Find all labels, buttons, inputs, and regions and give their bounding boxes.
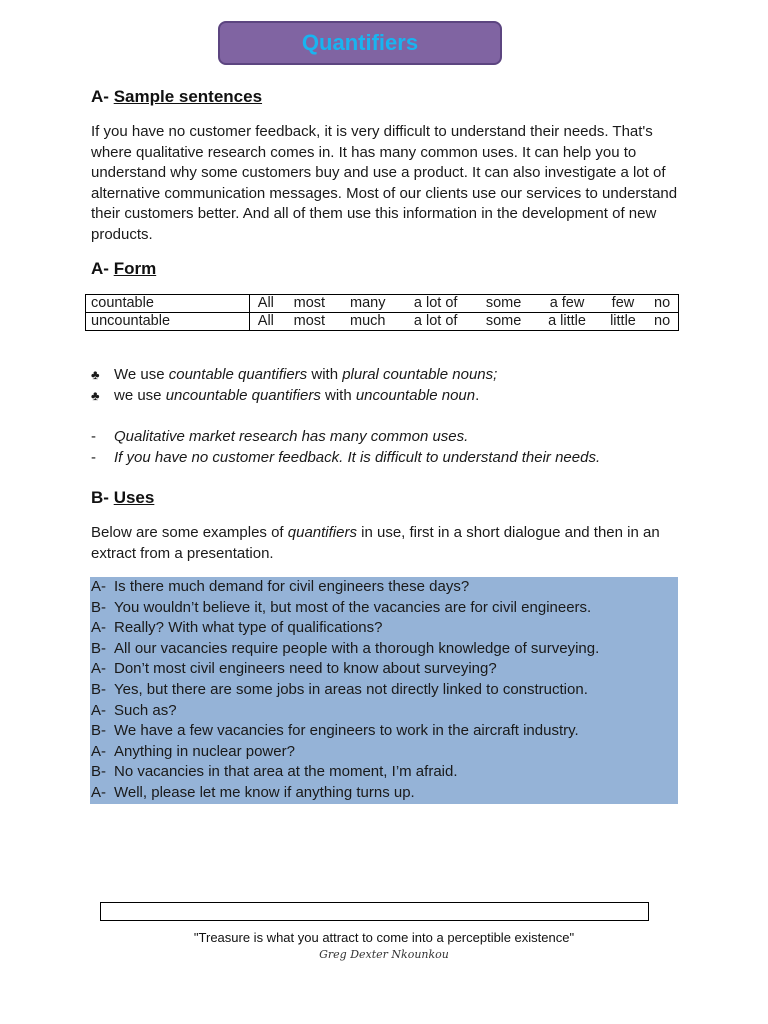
dialogue-text: We have a few vacancies for engineers to work in the aircraft industry. — [114, 722, 579, 740]
dialogue-text: Don’t most civil engineers need to know about surveying? — [114, 660, 497, 678]
dialogue-text: You wouldn’t believe it, but most of the vacancies are for civil engineers. — [114, 598, 592, 616]
dialogue-text: Is there much demand for civil engineers these days? — [114, 578, 470, 595]
list-item — [91, 426, 600, 447]
quantifier-form-table — [85, 294, 679, 331]
speaker-label: B- — [91, 722, 106, 740]
dialogue-line — [90, 680, 678, 701]
speaker-label: A- — [91, 701, 106, 719]
speaker-label: A- — [91, 619, 106, 637]
dialogue-text: Yes, but there are some jobs in areas not directly linked to construction. — [114, 680, 588, 698]
uses-paragraph: Below are some examples of quantifiers in use, first in a short dialogue and then in an extract from a presentation. — [91, 524, 660, 562]
rule-text: we use uncountable quantifiers with uncountable noun. — [114, 387, 480, 404]
dialogue-line — [90, 721, 678, 742]
table-cell: no — [646, 295, 678, 313]
club-bullet-icon: ♣ — [91, 388, 100, 403]
speaker-label: A- — [91, 578, 106, 595]
section-prefix: B- — [91, 488, 109, 507]
example-text: Qualitative market research has many common uses. — [114, 428, 469, 445]
dialogue-line — [90, 639, 678, 660]
table-cell: most — [282, 313, 337, 331]
speaker-label: A- — [91, 783, 106, 801]
table-cell: many — [337, 295, 399, 313]
dialogue-line — [90, 783, 678, 804]
dialogue-line — [90, 618, 678, 639]
speaker-label: A- — [91, 660, 106, 678]
section-title: Form — [113, 259, 157, 278]
section-title: Uses — [113, 488, 155, 507]
speaker-label: B- — [91, 639, 106, 657]
dialogue-text: Really? With what type of qualifications? — [114, 619, 383, 637]
dialogue-line — [90, 659, 678, 680]
dialogue-line — [90, 598, 678, 619]
table-cell: much — [337, 313, 399, 331]
dialogue-text: All our vacancies require people with a thorough knowledge of surveying. — [114, 639, 600, 657]
dialogue-text: No vacancies in that area at the moment, I’m afraid. — [114, 763, 458, 781]
list-item — [91, 447, 600, 468]
section-prefix: A- — [91, 259, 109, 278]
example-sentences-list — [91, 426, 600, 468]
dialogue-line — [90, 701, 678, 722]
table-cell: a lot of — [399, 295, 473, 313]
table-cell: most — [282, 295, 337, 313]
table-cell: All — [250, 295, 282, 313]
table-cell: no — [646, 313, 678, 331]
page-title: Quantifiers — [301, 30, 419, 55]
table-cell: little — [600, 313, 647, 331]
rule-text: We use countable quantifiers with plural countable nouns; — [114, 366, 498, 383]
table-cell: some — [473, 295, 535, 313]
table-cell: a few — [534, 295, 599, 313]
title-box — [218, 21, 502, 65]
dialogue-line — [90, 577, 678, 598]
section-title: Sample sentences — [113, 87, 263, 106]
empty-footer-box — [100, 902, 649, 921]
table-cell: uncountable — [86, 313, 250, 331]
section-prefix: A- — [91, 87, 109, 106]
table-row — [86, 295, 679, 313]
section-heading-form — [91, 259, 156, 279]
dialogue-line — [90, 742, 678, 763]
section-heading-uses — [91, 488, 154, 508]
club-bullet-icon: ♣ — [91, 367, 100, 382]
dialogue-text: Well, please let me know if anything turns up. — [114, 783, 415, 801]
footer-quote: "Treasure is what you attract to come into a perceptible existence" — [193, 930, 575, 945]
dialogue-box — [90, 577, 678, 804]
table-cell: a lot of — [399, 313, 473, 331]
dialogue-text: Anything in nuclear power? — [114, 742, 295, 760]
speaker-label: A- — [91, 742, 106, 760]
speaker-label: B- — [91, 763, 106, 781]
dialogue-line — [90, 762, 678, 783]
dialogue-text: Such as? — [114, 701, 177, 719]
speaker-label: B- — [91, 598, 106, 616]
signature: Greg Dexter Nkounkou — [319, 948, 449, 961]
list-item — [91, 364, 497, 385]
usage-rules-list — [91, 364, 497, 406]
table-cell: some — [473, 313, 535, 331]
table-cell: countable — [86, 295, 250, 313]
speaker-label: B- — [91, 680, 106, 698]
dash-bullet: - — [91, 428, 96, 445]
table-cell: All — [250, 313, 282, 331]
intro-paragraph: If you have no customer feedback, it is very difficult to understand their needs. That's where qualitative research comes in. It has many common uses. It can help you to understand why some customers buy and use a product. It can also investigate a lot of alternative communication messages. Most of our clients use our services to understand their customers better. And all of them use this information in the development of new products. — [91, 123, 678, 243]
table-row — [86, 313, 679, 331]
table-cell: few — [600, 295, 647, 313]
list-item — [91, 385, 497, 406]
section-heading-sample-sentences — [91, 87, 262, 107]
table-cell: a little — [534, 313, 599, 331]
dash-bullet: - — [91, 449, 96, 466]
example-text: If you have no customer feedback. It is difficult to understand their needs. — [114, 449, 601, 466]
